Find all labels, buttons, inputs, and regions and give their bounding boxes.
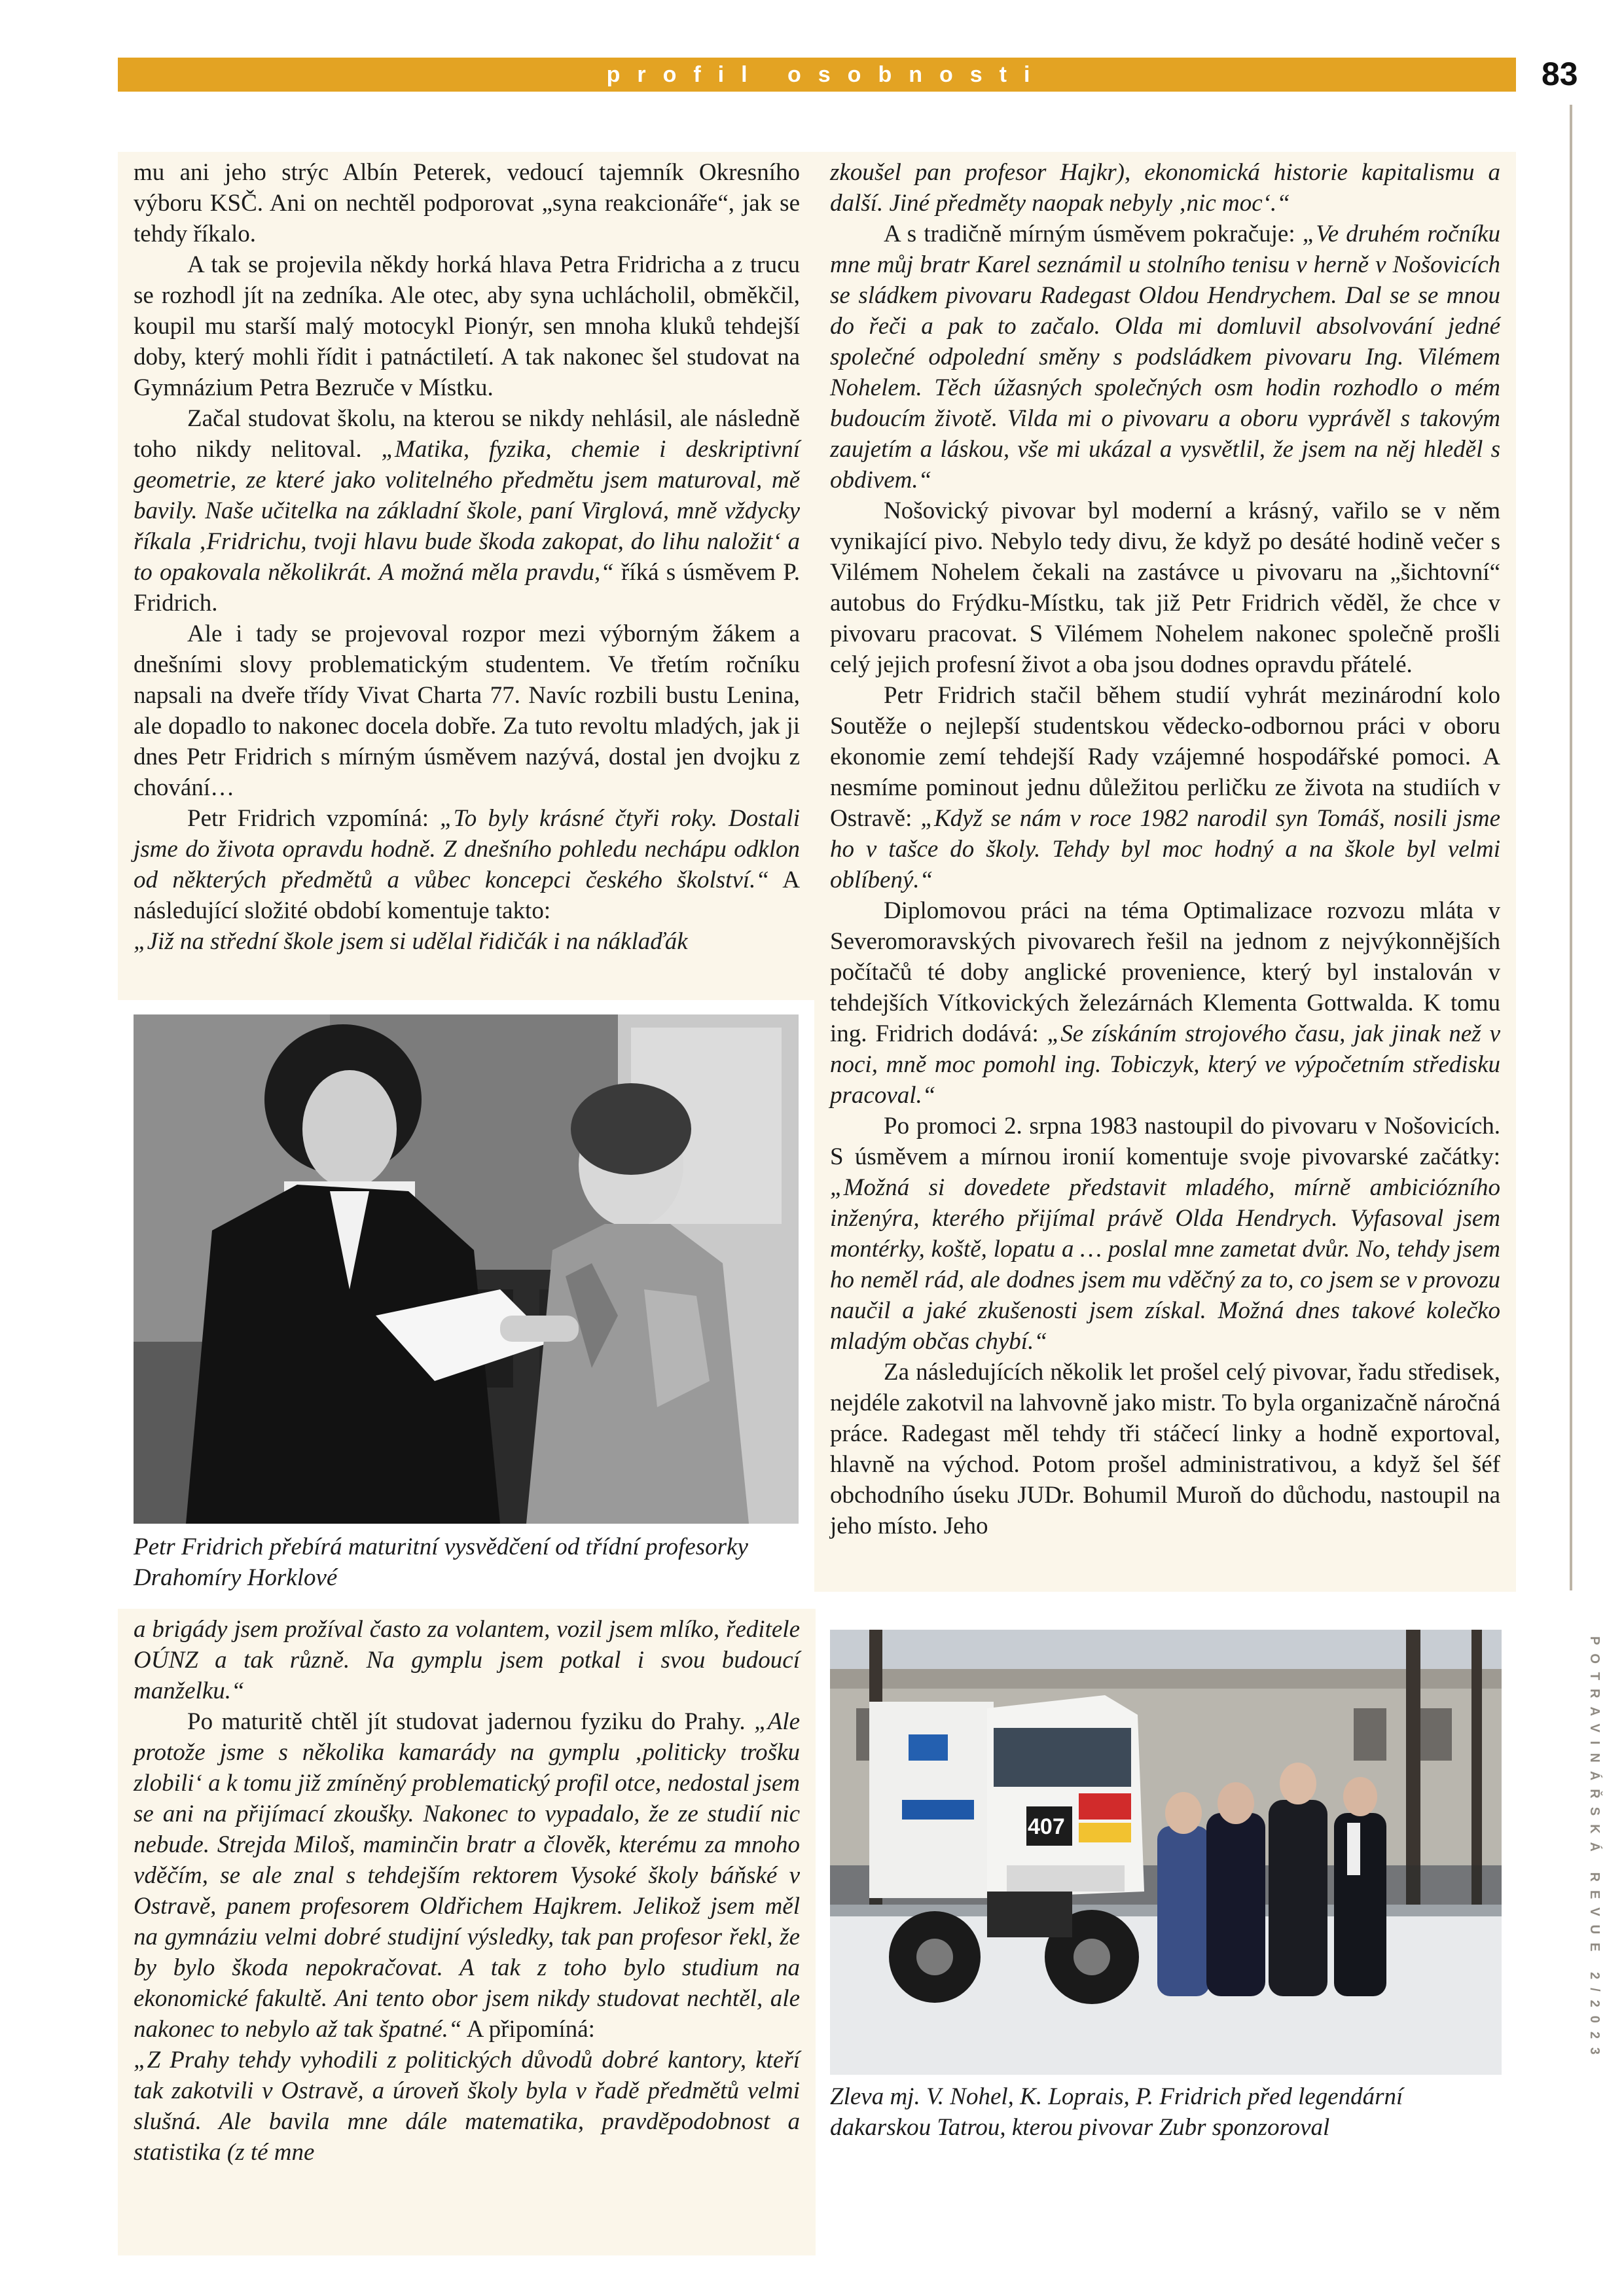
text-column-left-top	[118, 152, 816, 1000]
quote-text: „Z Prahy tehdy vyhodili z politických důvodů dobré kantory, kteří tak zakotvili v Ostravě, a úroveň školy byla v řadě předmětů velmi slušná. Ale bavila mne dále matematika, pravděpodobnost a statistika (z té mne	[134, 2047, 800, 2166]
body-text: A tak se projevila někdy horká hlava Petra Fridricha a z trucu se rozhodl jít na zedníka. Ale otec, aby syna uchlácholil, obměkčil, koupil mu starší malý motocykl Pionýr, sen mnoha kluků tehdejší doby, který mohli řídit i patnáctiletí. A tak nakonec šel studovat na Gymnázium Petra Bezruče v Místku.	[134, 251, 800, 401]
paragraph	[134, 926, 800, 957]
tatra-truck-photo	[830, 1630, 1502, 2075]
body-text: Za následujících několik let prošel celý pivovar, řadu středisek, nejdéle zakotvil na lahvovně jako mistr. To byla organizačně náročná práce. Radegast měl tehdy tři stáčecí linky a hodně exportoval, hlavně na východ. Potom prošel administrativou, a když šel šéf obchodního úseku JUDr. Bohumil Muroň do důchodu, nastoupil na jeho místo. Jeho	[830, 1359, 1500, 1539]
paragraph	[134, 803, 800, 926]
quote-text: „Ve druhém ročníku mne můj bratr Karel seznámil u stolního tenisu v herně v Nošovicích se sládkem pivovaru Radegast Oldou Hendrychem. Dal se se mnou do řeči a pak to začalo. Olda mi domluvil absolvování jedné společné odpolední směny s podsládkem pivovaru Ing. Vilémem Nohelem. Těch úžasných společných osm hodin rozhodlo o mém budoucím životě. Vilda mi o pivovaru a oboru vyprávěl s takovým zaujetím a láskou, vše mi ukázal a vysvětlil, že jsem na něj hleděl s obdivem.“	[830, 221, 1500, 493]
truck-number: 407	[1028, 1814, 1065, 1839]
paragraph	[134, 2045, 800, 2168]
tatra-photo-caption: Zleva mj. V. Nohel, K. Loprais, P. Fridrich před legendární dakarskou Tatrou, kterou pivovar Zubr sponzoroval	[830, 2083, 1403, 2141]
quote-text: „Již na střední škole jsem si udělal řidičák i na náklaďák	[134, 928, 688, 955]
quote-text: „Ale protože jsme s několika kamarády na gymplu ‚politicky trošku zlobili‘ a k tomu již zmíněný problematický profil otce, nedostal jsem se ani na přijímací zkoušky. Nakonec to vypadalo, že ze studií nic nebude. Strejda Miloš, maminčin bratr a člověk, kterému za mnoho vděčím, se ale znal s tehdejším rektorem Vysoké školy báňské v Ostravě, panem profesorem Oldřichem Hajkrem. Jelikož jsem měl na gymnáziu velmi dobré studijní výsledky, tak pan profesor řekl, že by bylo škoda nepokračovat. A tak z toho bylo studium na ekonomické fakultě. Ani tento obor jsem nikdy studovat nechtěl, ale nakonec to nebylo až tak špatné.“	[134, 1708, 800, 2043]
body-text: Nošovický pivovar byl moderní a krásný, vařilo se v něm vynikající pivo. Nebylo tedy divu, že když po desáté hodině večer s Vilémem Nohelem čekali na zastávce u pivovaru na „šichtovní“ autobus do Frýdku-Místku, tak již Petr Fridrich věděl, že chce v pivovaru pracovat. S Vilémem Nohelem nakonec společně prošli celý jejich profesní život a oba jsou dodnes opravdu přátelé.	[830, 497, 1500, 678]
paragraph	[830, 157, 1500, 219]
paragraph	[134, 1614, 800, 1706]
paragraph	[830, 1111, 1500, 1357]
body-text: Po maturitě chtěl jít studovat jadernou fyziku do Prahy.	[187, 1708, 755, 1735]
body-text: Petr Fridrich vzpomíná:	[187, 805, 441, 832]
body-text: A následující složité období komentuje takto:	[134, 867, 800, 924]
journal-label: POTRAVINÁŘSKÁ REVUE 2/2023	[1587, 1636, 1602, 2064]
paragraph	[134, 1706, 800, 2045]
body-text: Začal studovat školu, na kterou se nikdy nehlásil, ale následně toho nikdy nelitoval.	[134, 405, 800, 463]
side-rule	[1570, 105, 1572, 1590]
body-text: Petr Fridrich stačil během studií vyhrát mezinárodní kolo Soutěže o nejlepší studentskou vědecko-odbornou práci v oboru ekonomie zemí tehdejší Rady vzájemné hospodářské pomoci. A nesmíme pominout jednu důležitou perličku ze života na studiích v Ostravě:	[830, 682, 1500, 832]
body-text: mu ani jeho strýc Albín Peterek, vedoucí tajemník Okresního výboru KSČ. Ani on nechtěl podporovat „syna reakcionáře“, jak se tehdy říkalo.	[134, 159, 800, 247]
quote-text: „Možná si dovedete představit mladého, mírně ambiciózního inženýra, kterého přijímal právě Olda Hendrych. Vyfasoval jsem montérky, koště, lopatu a … poslal mne zametat dvůr. No, tehdy jsem ho neměl rád, ale dodnes jsem mu vděčný za to, co jsem se v provozu naučil a jaké zkušenosti jsem získal. Možná dnes takové kolečko mladým občas chybí.“	[830, 1174, 1500, 1355]
body-text: Diplomovou práci na téma Optimalizace rozvozu mláta v Severomoravských pivovarech řešil na jednom z nejvýkonnějších počítačů té doby anglické provenience, který byl instalován v tehdejších Vítkovických železárnách Klementa Gottwalda. K tomu ing. Fridrich dodává:	[830, 897, 1500, 1047]
paragraph	[830, 1357, 1500, 1541]
section-header-bar	[118, 58, 1516, 92]
body-text: A připomíná:	[461, 2016, 595, 2043]
quote-text: „To byly krásné čtyři roky. Dostali jsme do života opravdu hodně. Z dnešního pohledu nechápu odklon od některých předmětů a vůbec koncepci českého školství.“	[134, 805, 800, 893]
quote-text: „Matika, fyzika, chemie i deskriptivní geometrie, ze které jako volitelného předmětu jsem maturoval, mě bavily. Naše učitelka na základní škole, paní Virglová, mně vždycky říkala ‚Fridrichu, tvoji hlavu bude škoda zakopat, do lihu naložit‘ a to opakovala několikrát. A možná měla pravdu,“	[134, 436, 800, 586]
section-title: profil osobnosti	[606, 62, 1047, 87]
paragraph	[134, 157, 800, 249]
text-column-right	[814, 152, 1516, 1592]
quote-text: „Se získáním strojového času, jak jinak než v noci, mně moc pomohl ing. Tobiczyk, který ve výpočetním středisku pracoval.“	[830, 1020, 1501, 1109]
paragraph	[830, 895, 1500, 1111]
text-column-left-bottom	[118, 1609, 816, 2255]
paragraph	[830, 495, 1500, 680]
paragraph	[830, 680, 1500, 895]
quote-text: zkoušel pan profesor Hajkr), ekonomická historie kapitalismu a další. Jiné předměty naopak nebyly ‚nic moc‘.“	[830, 159, 1500, 217]
paragraph	[830, 219, 1500, 495]
body-text: Ale i tady se projevoval rozpor mezi výborným žákem a dnešními slovy problematickým studentem. Ve třetím ročníku napsali na dveře třídy Vivat Charta 77. Navíc rozbili bustu Lenina, ale dopadlo to nakonec docela dobře. Za tuto revoltu mladých, jak ji dnes Petr Fridrich s mírným úsměvem nazývá, dostal jen dvojku z chování…	[134, 620, 800, 801]
quote-text: a brigády jsem prožíval často za volantem, vozil jsem mlíko, ředitele OÚNZ a tak různě. Na gymplu jsem potkal i svou budoucí manželku.“	[134, 1616, 800, 1704]
paragraph	[134, 249, 800, 403]
paragraph	[134, 619, 800, 803]
body-text: A s tradičně mírným úsměvem pokračuje:	[884, 221, 1303, 247]
body-text: říká s úsměvem P. Fridrich.	[134, 559, 801, 617]
quote-text: „Když se nám v roce 1982 narodil syn Tomáš, nosili jsme ho v tašce do školy. Tehdy byl moc hodný a na škole byl velmi oblíbený.“	[830, 805, 1500, 893]
page-number: 83	[1542, 56, 1578, 92]
graduation-photo-caption: Petr Fridrich přebírá maturitní vysvědčení od třídní profesorky Drahomíry Horklové	[134, 1534, 748, 1591]
paragraph	[134, 403, 800, 619]
body-text: Po promoci 2. srpna 1983 nastoupil do pivovaru v Nošovicích. S úsměvem a mírnou ironií komentuje svoje pivovarské začátky:	[830, 1113, 1500, 1170]
graduation-photo	[134, 1014, 799, 1524]
